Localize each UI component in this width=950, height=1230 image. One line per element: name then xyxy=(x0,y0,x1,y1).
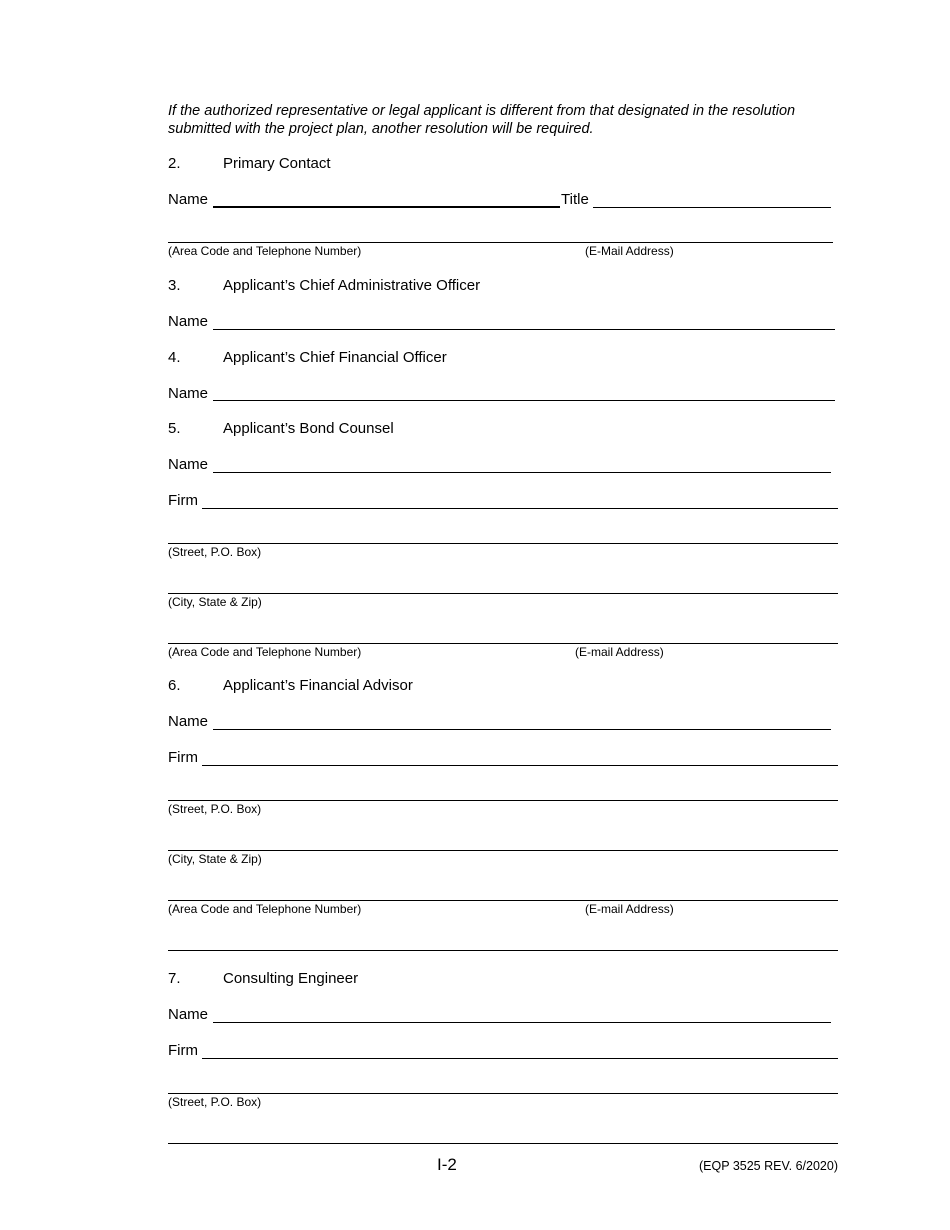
cao-name-label: Name xyxy=(168,313,209,330)
bond-counsel-phone-label: (Area Code and Telephone Number) xyxy=(168,645,362,659)
bond-counsel-name-field[interactable] xyxy=(213,472,831,473)
financial-advisor-phone-email-field[interactable] xyxy=(168,900,838,901)
primary-contact-title-label: Title xyxy=(561,191,589,208)
financial-advisor-street-field[interactable] xyxy=(168,800,838,801)
bond-counsel-city-label: (City, State & Zip) xyxy=(168,595,262,609)
primary-contact-phone-label: (Area Code and Telephone Number) xyxy=(168,244,362,258)
instruction-note: If the authorized representative or legal applicant is different from that designated in the resolution submitted with the project plan, another resolution will be required. xyxy=(168,103,796,137)
financial-advisor-firm-label: Firm xyxy=(168,749,198,766)
section-7-title: Consulting Engineer xyxy=(223,970,359,987)
primary-contact-name-label: Name xyxy=(168,191,209,208)
financial-advisor-city-field[interactable] xyxy=(168,850,838,851)
section-6-title: Applicant’s Financial Advisor xyxy=(223,677,413,694)
page-number: I-2 xyxy=(437,1155,457,1174)
primary-contact-name-field[interactable] xyxy=(213,206,560,208)
bond-counsel-name-label: Name xyxy=(168,456,209,473)
cao-name-field[interactable] xyxy=(213,329,835,330)
financial-advisor-extra-field[interactable] xyxy=(168,950,838,951)
engineer-city-field[interactable] xyxy=(168,1143,838,1144)
section-2-title: Primary Contact xyxy=(223,155,331,172)
bond-counsel-street-field[interactable] xyxy=(168,543,838,544)
cfo-name-field[interactable] xyxy=(213,400,835,401)
bond-counsel-email-label: (E-mail Address) xyxy=(575,645,664,659)
section-3-title: Applicant’s Chief Administrative Officer xyxy=(223,277,481,294)
financial-advisor-phone-label: (Area Code and Telephone Number) xyxy=(168,902,362,916)
financial-advisor-firm-field[interactable] xyxy=(202,765,838,766)
financial-advisor-city-label: (City, State & Zip) xyxy=(168,852,262,866)
bond-counsel-firm-label: Firm xyxy=(168,492,198,509)
bond-counsel-street-label: (Street, P.O. Box) xyxy=(168,545,262,559)
engineer-name-label: Name xyxy=(168,1006,209,1023)
financial-advisor-name-label: Name xyxy=(168,713,209,730)
engineer-name-field[interactable] xyxy=(213,1022,831,1023)
form-revision: (EQP 3525 REV. 6/2020) xyxy=(699,1159,838,1173)
section-4-title: Applicant’s Chief Financial Officer xyxy=(223,349,447,366)
financial-advisor-email-label: (E-mail Address) xyxy=(585,902,674,916)
engineer-street-field[interactable] xyxy=(168,1093,838,1094)
engineer-street-label: (Street, P.O. Box) xyxy=(168,1095,262,1109)
cfo-name-label: Name xyxy=(168,385,209,402)
section-3-number: 3. xyxy=(168,277,181,294)
primary-contact-email-label: (E-Mail Address) xyxy=(585,244,674,258)
section-5-title: Applicant’s Bond Counsel xyxy=(223,420,394,437)
primary-contact-phone-email-field[interactable] xyxy=(168,242,833,243)
primary-contact-title-field[interactable] xyxy=(593,207,831,208)
bond-counsel-city-field[interactable] xyxy=(168,593,838,594)
section-2-number: 2. xyxy=(168,155,181,172)
section-5-number: 5. xyxy=(168,420,181,437)
section-7-number: 7. xyxy=(168,970,181,987)
engineer-firm-field[interactable] xyxy=(202,1058,838,1059)
engineer-firm-label: Firm xyxy=(168,1042,198,1059)
financial-advisor-name-field[interactable] xyxy=(213,729,831,730)
section-4-number: 4. xyxy=(168,349,181,366)
bond-counsel-phone-email-field[interactable] xyxy=(168,643,838,644)
section-6-number: 6. xyxy=(168,677,181,694)
financial-advisor-street-label: (Street, P.O. Box) xyxy=(168,802,262,816)
bond-counsel-firm-field[interactable] xyxy=(202,508,838,509)
